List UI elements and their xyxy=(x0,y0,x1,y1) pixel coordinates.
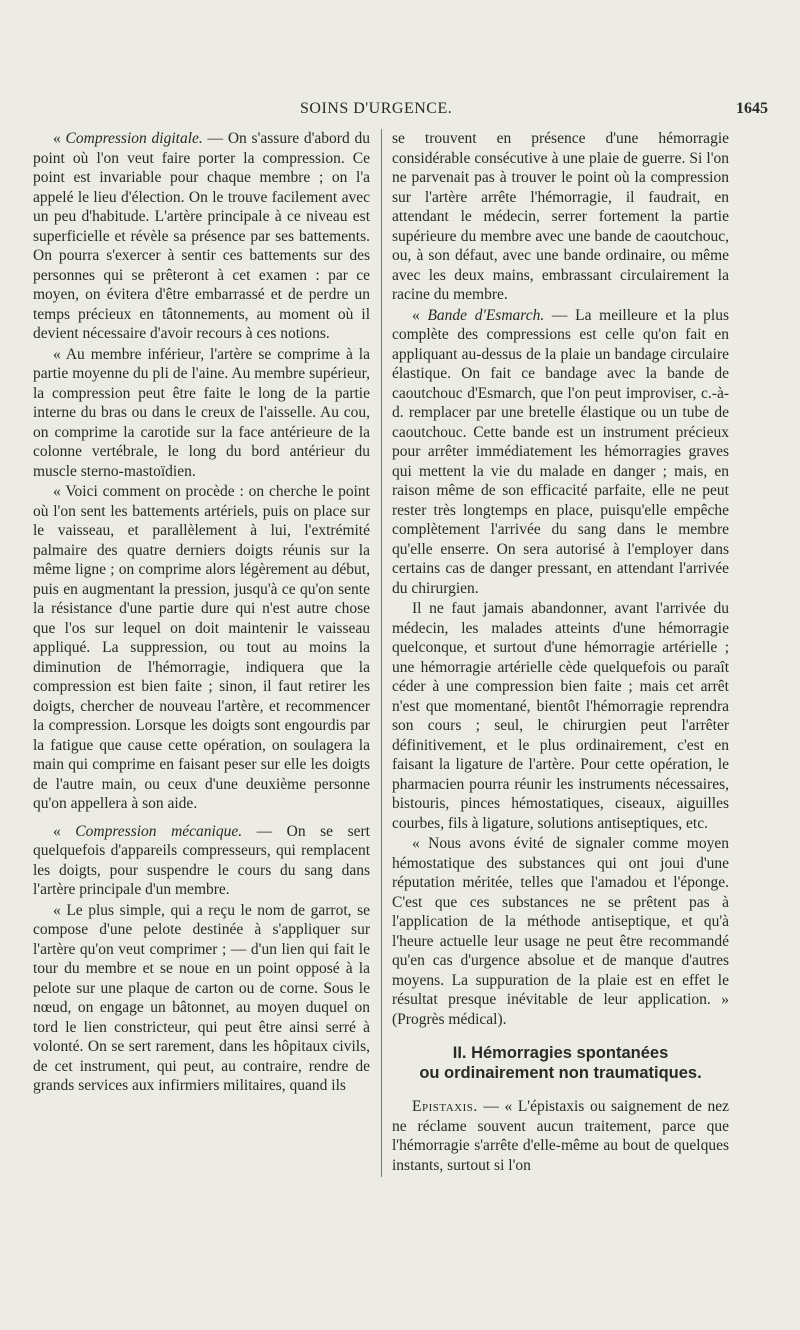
running-title: SOINS D'URGENCE. xyxy=(300,100,453,117)
paragraph-substances: « Nous avons évité de signaler comme moyen hémostatique des substances qui ont joui d'une réputation méritée, telles que l'amadou et l'éponge. C'est que ces substances ne se prêtent pas à l'application de la méthode antiseptique, et qu'à l'heure actuelle leur usage ne peut être recommandé qu'en cas d'urgence absolue et de manque d'autres moyens. La suppuration de la plaie est en effet le résultat presque inévitable de leur application. » (Progrès médical). xyxy=(392,835,729,1028)
paragraph-continuation: se trouvent en présence d'une hémorragie considérable consécutive à une plaie de guerre. Si l'on ne parvenait pas à trouver le point où la compression sur l'artère arrête l'hémorragie, il faudrait, en attendant le médecin, serrer fortement la partie supérieure du membre avec une bande de caoutchouc, ou, à son défaut, avec une bande ordinaire, ou même avec les deux mains, embrassant circulairement la racine du membre. xyxy=(392,130,729,303)
right-column xyxy=(392,129,729,1176)
column-divider xyxy=(381,129,382,1177)
paragraph-heading: Bande d'Esmarch. xyxy=(427,306,545,324)
paragraph-abandon: Il ne faut jamais abandonner, avant l'arrivée du médecin, les malades atteints d'une hémorragie quelconque, et surtout d'une hémorragie artérielle ; une hémorragie artérielle cède quelquefois ou paraît céder à une compression bien faite ; mais cet arrêt n'est que momentané, bientôt l'hémorragie reprendra son cours ; seul, le chirurgien peut l'arrêter définitivement, et le plus ordinairement, c'est en faisant la ligature de l'artère. Pour cette opération, le pharmacien pourra réunir les instruments nécessaires, bistouris, pinces hémostatiques, ciseaux, aiguilles courbes, fils à ligature, solutions antiseptiques, etc. xyxy=(392,600,729,832)
paragraph-epistaxis: Epistaxis. — « L'épistaxis ou saignement de nez ne réclame souvent aucun traitement, parce que l'hémorragie s'arrête d'elle-même au bout de quelques instants, surtout si l'on xyxy=(392,1098,729,1174)
paragraph-garrot: « Le plus simple, qui a reçu le nom de garrot, se compose d'une pelote destinée à s'appliquer sur l'artère qu'on veut comprimer ; — d'un lien qui fait le tour du membre et se noue en un point opposé à la pelote sur une plaque de carton ou de corne. Sous le nœud, on engage un bâtonnet, au moyen duquel on tord le lien constricteur, qui peut être ainsi serré à volonté. On se sert rarement, dans les hôpitaux civils, de cet instrument, qui peut, au contraire, rendre de grands services aux infirmiers militaires, quand ils xyxy=(33,901,370,1094)
paragraph-compression-mecanique: « Compression mécanique. — On se sert quelquefois d'appareils compresseurs, qui remplacent les doigts, pour suspendre le cours du sang dans l'artère principale d'un membre. xyxy=(33,822,370,898)
epistaxis-label: Epistaxis. xyxy=(412,1098,478,1115)
left-column xyxy=(33,129,370,1097)
page-number: 1645 xyxy=(736,100,768,117)
paragraph-heading: Compression digitale. xyxy=(65,130,203,147)
paragraph-heading: Compression mécanique. xyxy=(75,822,243,840)
paragraph-bande-esmarch: « Bande d'Esmarch. — La meilleure et la plus complète des compressions est celle qu'on fait en appliquant au-dessus de la plaie un bandage circulaire élastique. On fait ce bandage avec la bande de caoutchouc d'Esmarch, que l'on peut improviser, c.-à-d. remplacer par une bretelle élastique ou un tube de caoutchouc. Cette bande est un instrument précieux pour arrêter immédiatement les hémorragies graves qui mettent la vie du malade en danger ; mais, en raison même de son efficacité parfaite, elle ne peut rester très longtemps en place, puisqu'elle empêche complètement l'arrivée du sang dans le membre qu'elle enserre. On sera autorisé à l'employer dans certains cas de danger pressant, en attendant l'arrivée du chirurgien. xyxy=(392,306,729,597)
section-heading: II. Hémorragies spontanées ou ordinairement non traumatiques. xyxy=(419,1044,702,1082)
paragraph-procede: « Voici comment on procède : on cherche le point où l'on sent les battements artériels, puis on place sur le vaisseau, et parallèlement à lui, l'extrémité palmaire des quatre derniers doigts réunis sur la même ligne ; on comprime alors légèrement au début, puis en augmentant la pression, jusqu'à ce qu'on sente la résistance d'une partie dure qui n'est autre chose que l'os sur lequel on doit maintenir le vaisseau appliqué. La suppression, ou tout au moins la diminution de l'hémorragie, indiquera que la compression est bien faite ; sinon, il faut retirer les doigts, chercher de nouveau l'artère, et recommencer la compression. Lorsque les doigts sont engourdis par la fatigue que cause cette opération, on soulagera la main qui comprime en faisant peser sur elle les doigts de l'autre main, ou ceux d'une deuxième personne qu'on appellera à son aide. xyxy=(33,483,370,812)
paragraph-membres: « Au membre inférieur, l'artère se comprime à la partie moyenne du pli de l'aine. Au membre supérieur, la compression peut être faite le long de la partie interne du bras ou dans le creux de l'aisselle. Au cou, on comprime la carotide sur la face antérieure de la colonne vertébrale, le long du bord antérieur du muscle sterno-mastoïdien. xyxy=(33,345,370,480)
paragraph-compression-digitale: « Compression digitale. — On s'assure d'abord du point où l'on veut faire porter la compression. Ce point est invariable pour chaque membre ; on l'a appelé le lieu d'élection. On le trouve facilement avec un peu d'habitude. L'artère principale à ce niveau est superficielle et révèle sa présence par ses battements. On pourra s'exercer à sentir ces battements sur des personnes qui se prêteront à cet examen : par ce moyen, on évitera d'être embarrassé et de perdre un temps précieux en tâtonnements, au moment où il devient nécessaire d'avoir recours à ces notions. xyxy=(33,130,370,342)
